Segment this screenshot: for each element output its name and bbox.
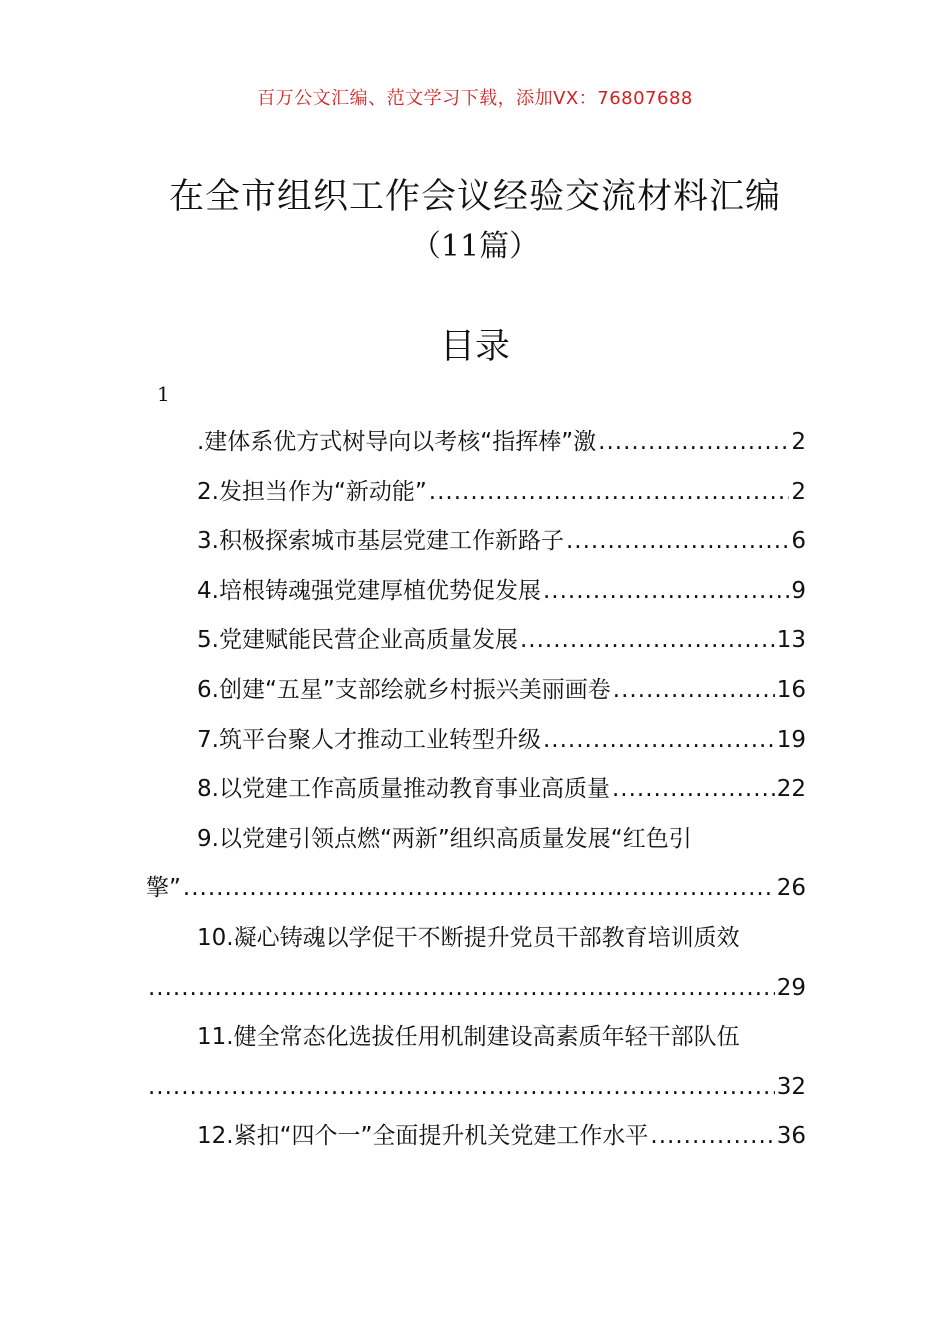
subtitle-count: 11: [440, 229, 480, 264]
toc-entry-title: 5.党建赋能民营企业高质量发展: [197, 627, 518, 654]
toc-entry-page: 2: [791, 478, 806, 505]
toc-leader-dots: [612, 765, 775, 815]
toc-entry-11-continued[interactable]: [146, 1063, 806, 1113]
toc-entry-page: 9: [791, 577, 806, 604]
toc-entry-page: 22: [776, 776, 806, 803]
toc-entry-title: .建体系优方式树导向以考核“指挥棒”激: [197, 429, 597, 455]
toc-leader-dots: [598, 418, 789, 468]
toc-leader-dots: [148, 964, 775, 1014]
toc-entry-title: 3.积极探索城市基层党建工作新路子: [197, 528, 564, 555]
subtitle-rest: 篇）: [479, 229, 540, 264]
toc-entry-page: 13: [776, 627, 806, 654]
toc-entry-title: 11.健全常态化选拔任用机制建设高素质年轻干部队伍: [197, 1024, 740, 1051]
toc-entry-page: 16: [776, 676, 806, 703]
toc-entry-title: 7.筑平台聚人才推动工业转型升级: [197, 726, 541, 753]
toc-entry-7[interactable]: [146, 716, 806, 766]
document-subtitle: [0, 224, 950, 270]
toc-leader-dots: [520, 616, 775, 666]
toc-entry-title: 8.以党建工作高质量推动教育事业高质量: [197, 776, 610, 803]
toc-entry-12[interactable]: [146, 1112, 806, 1162]
toc-entry-8[interactable]: [146, 765, 806, 815]
toc-entry-4[interactable]: [146, 567, 806, 617]
toc-entry-10-continued[interactable]: [146, 964, 806, 1014]
toc-entry-page: 29: [776, 974, 806, 1001]
toc-entry-page: 26: [776, 875, 806, 902]
table-of-contents: [146, 418, 806, 1162]
toc-entry-page: 6: [791, 528, 806, 555]
toc-entry-5[interactable]: [146, 616, 806, 666]
toc-heading: 目录: [439, 327, 510, 367]
toc-entry-page: 32: [776, 1073, 806, 1100]
toc-entry-title-cont: 擎”: [146, 875, 181, 902]
toc-entry-9[interactable]: [146, 815, 806, 865]
toc-entry-title: 6.创建“五星”支部绘就乡村振兴美丽画卷: [197, 676, 611, 703]
stray-mark: 1: [157, 382, 170, 406]
toc-leader-dots: [543, 716, 775, 766]
toc-entry-6[interactable]: [146, 666, 806, 716]
toc-entry-title: 10.凝心铸魂以学促干不断提升党员干部教育培训质效: [197, 924, 740, 951]
subtitle-open: （: [410, 229, 441, 264]
toc-entry-title: 9.以党建引领点燃“两新”组织高质量发展“红色引: [197, 825, 692, 852]
toc-entry-9-continued[interactable]: [146, 864, 806, 914]
toc-leader-dots: [429, 468, 790, 518]
toc-entry-10[interactable]: [146, 914, 806, 964]
toc-leader-dots: [543, 567, 789, 617]
toc-entry-page: 19: [776, 726, 806, 753]
toc-entry-page: 36: [776, 1123, 806, 1150]
toc-leader-dots: [148, 1063, 775, 1113]
toc-entry-title: 12.紧扣“四个一”全面提升机关党建工作水平: [197, 1123, 649, 1150]
toc-entry-title: 2.发担当作为“新动能”: [197, 478, 427, 505]
toc-leader-dots: [613, 666, 775, 716]
header-note: 百万公文汇编、范文学习下载，添加VX：76807688: [257, 88, 693, 109]
toc-entry-title: 4.培根铸魂强党建厚植优势促发展: [197, 577, 541, 604]
toc-leader-dots: [650, 1112, 774, 1162]
toc-entry-3[interactable]: [146, 517, 806, 567]
toc-entry-page: 2: [791, 429, 806, 455]
toc-entry-11[interactable]: [146, 1013, 806, 1063]
document-title: 在全市组织工作会议经验交流材料汇编: [168, 177, 781, 217]
toc-leader-dots: [183, 864, 775, 914]
toc-leader-dots: [566, 517, 789, 567]
toc-entry-1[interactable]: [146, 418, 806, 468]
toc-entry-2[interactable]: [146, 468, 806, 518]
